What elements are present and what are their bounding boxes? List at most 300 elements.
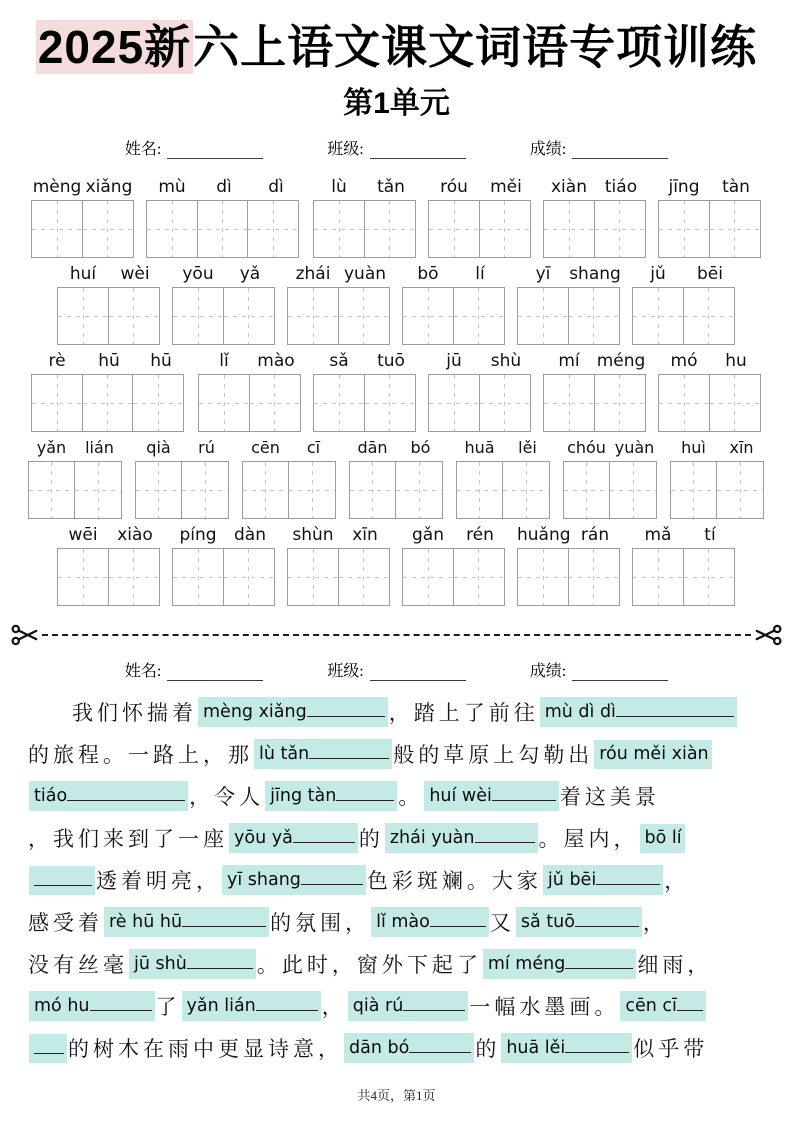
pinyin-syllable: cī <box>306 438 321 457</box>
blank-underline <box>307 700 385 718</box>
pinyin-syllable: cēn <box>251 438 280 457</box>
pinyin-grid-row <box>0 349 793 432</box>
info-blank-line <box>370 142 466 159</box>
tianzige-cell <box>456 461 504 519</box>
pinyin-syllable: huā <box>464 438 495 457</box>
tianzige-cells <box>402 548 506 606</box>
pinyin-labels <box>28 436 124 461</box>
info-field <box>125 136 263 159</box>
tianzige-cell <box>609 461 657 519</box>
passage-text: 。屋内， <box>538 827 639 851</box>
pinyin-blank <box>104 907 269 938</box>
pinyin-blank <box>348 991 469 1022</box>
tianzige-cell <box>198 374 250 432</box>
tianzige-cell <box>82 200 134 258</box>
pinyin-blank <box>620 991 706 1022</box>
pinyin-syllable: sǎ <box>329 351 349 371</box>
blank-pinyin: dān bó <box>349 1038 410 1059</box>
blank-pinyin: lù tǎn <box>259 744 310 765</box>
pinyin-labels <box>172 262 276 287</box>
pinyin-labels <box>198 349 302 374</box>
pinyin-labels <box>670 436 766 461</box>
title-highlight: 2025新 <box>37 21 192 73</box>
pinyin-blank <box>29 781 188 812</box>
pinyin-syllable: rén <box>466 525 494 545</box>
info-field-label: 班级: <box>327 141 364 158</box>
word-group <box>632 523 736 606</box>
pinyin-blank <box>129 949 256 980</box>
info-field-label: 成绩: <box>529 141 567 158</box>
tianzige-cell <box>563 461 611 519</box>
pinyin-syllable: yǎ <box>239 264 261 284</box>
pinyin-labels <box>57 523 161 548</box>
tianzige-cell <box>197 200 249 258</box>
page-title <box>0 20 793 74</box>
pinyin-blank <box>640 824 685 853</box>
tianzige-cell <box>543 374 595 432</box>
blank-underline <box>336 784 394 802</box>
tianzige-cells <box>31 374 187 432</box>
passage-text: 一幅水墨画。 <box>469 995 620 1019</box>
info-field <box>125 658 263 681</box>
blank-pinyin: lǐ mào <box>376 912 430 933</box>
tianzige-cells <box>563 461 659 519</box>
tianzige-cells <box>670 461 766 519</box>
word-group <box>31 349 187 432</box>
pinyin-blank <box>229 823 358 854</box>
tianzige-cell <box>132 374 184 432</box>
tianzige-cells <box>543 200 647 258</box>
pinyin-labels <box>242 436 338 461</box>
passage-text: 的旅程。一路上，那 <box>28 743 253 767</box>
blank-underline <box>293 826 355 844</box>
tianzige-cells <box>28 461 124 519</box>
passage-text: 似乎带 <box>633 1037 709 1061</box>
tianzige-cell <box>249 374 301 432</box>
passage-text: 。此时，窗外下起了 <box>256 953 482 977</box>
word-group <box>198 349 302 432</box>
pinyin-labels <box>428 349 532 374</box>
tianzige-cell <box>172 548 224 606</box>
info-row-top <box>0 136 793 159</box>
passage-text: 般的草原上勾勒出 <box>393 743 594 767</box>
passage-text: 的氛围， <box>270 911 371 935</box>
pinyin-syllable: lǐ <box>219 351 229 371</box>
pinyin-syllable: xīn <box>352 525 378 545</box>
pinyin-syllable: hū <box>150 351 172 371</box>
tianzige-cells <box>517 548 621 606</box>
blank-pinyin: mí méng <box>487 954 566 975</box>
passage-line <box>28 943 765 985</box>
word-group <box>172 262 276 345</box>
tianzige-cells <box>456 461 552 519</box>
pinyin-syllable: shùn <box>292 525 334 545</box>
info-field <box>327 136 465 159</box>
pinyin-syllable: jū <box>446 351 462 371</box>
unit-subtitle: 第1单元 <box>343 87 450 120</box>
pinyin-labels <box>543 175 647 200</box>
pinyin-blank <box>371 907 489 938</box>
blank-pinyin: róu měi xiàn <box>599 743 709 764</box>
blank-pinyin: jīng tàn <box>270 786 337 807</box>
passage-text: 色彩斑斓。大家 <box>366 869 542 893</box>
pinyin-syllable: mí <box>558 351 580 371</box>
pinyin-blank <box>385 823 538 854</box>
pinyin-syllable: lí <box>475 264 485 284</box>
title-rest: 六上语文课文词语专项训练 <box>193 21 758 73</box>
tianzige-cell <box>146 200 198 258</box>
pinyin-syllable: bō <box>417 264 439 284</box>
pinyin-labels <box>313 175 417 200</box>
passage-text: 的树木在雨中更显诗意， <box>68 1037 343 1061</box>
blank-underline <box>409 1036 471 1054</box>
tianzige-cell <box>568 287 620 345</box>
blank-pinyin: yī shang <box>227 870 301 891</box>
blank-underline <box>596 868 660 886</box>
pinyin-syllable: tí <box>704 525 716 545</box>
blank-underline <box>565 1036 629 1054</box>
blank-underline <box>616 700 734 718</box>
cut-dashed-line <box>42 634 751 636</box>
tianzige-cell <box>568 548 620 606</box>
blank-underline <box>575 910 639 928</box>
word-group <box>349 436 445 519</box>
blank-underline <box>34 869 92 887</box>
cut-line <box>10 620 783 650</box>
passage-line <box>28 1027 765 1069</box>
info-blank-line <box>167 664 263 681</box>
word-group <box>428 175 532 258</box>
tianzige-cell <box>479 200 531 258</box>
info-field-label: 成绩: <box>529 663 567 680</box>
tianzige-cell <box>247 200 299 258</box>
tianzige-cells <box>172 287 276 345</box>
pinyin-labels <box>658 175 762 200</box>
tianzige-cell <box>479 374 531 432</box>
pinyin-blank <box>344 1033 474 1064</box>
tianzige-cell <box>287 287 339 345</box>
passage-text: ，踏上了前往 <box>388 701 539 725</box>
tianzige-cells <box>543 374 647 432</box>
word-group <box>456 436 552 519</box>
blank-underline <box>565 952 633 970</box>
blank-pinyin: huí wèi <box>429 786 492 807</box>
word-group <box>658 175 762 258</box>
passage-text: ，我们来到了一座 <box>28 827 228 851</box>
pinyin-syllable: wēi <box>68 525 98 545</box>
blank-underline <box>677 994 703 1012</box>
tianzige-cells <box>517 287 621 345</box>
pinyin-syllable: xīn <box>729 438 754 457</box>
pinyin-syllable: jǔ <box>650 264 666 284</box>
passage-line <box>28 691 765 733</box>
pinyin-syllable: mó <box>670 351 698 371</box>
word-group <box>670 436 766 519</box>
word-group <box>31 175 135 258</box>
pinyin-syllable: yī <box>535 264 551 284</box>
blank-pinyin: zhái yuàn <box>389 828 475 849</box>
pinyin-syllable: chóu <box>567 438 606 457</box>
blank-underline <box>475 826 535 844</box>
word-group <box>402 262 506 345</box>
tianzige-cell <box>453 548 505 606</box>
info-field <box>327 658 465 681</box>
pinyin-syllable: huì <box>681 438 706 457</box>
pinyin-syllable: lián <box>85 438 114 457</box>
pinyin-syllable: rú <box>198 438 215 457</box>
blank-pinyin: qià rú <box>352 996 404 1017</box>
tianzige-cell <box>502 461 550 519</box>
tianzige-cell <box>364 374 416 432</box>
tianzige-cell <box>670 461 718 519</box>
passage-line <box>28 985 765 1027</box>
pinyin-labels <box>349 436 445 461</box>
blank-pinyin: sǎ tuō <box>520 912 575 933</box>
blank-pinyin: tiáo <box>34 786 68 807</box>
word-group <box>172 523 276 606</box>
pinyin-blank <box>424 781 559 812</box>
blank-underline <box>90 994 152 1012</box>
passage-text: 感受着 <box>28 911 103 935</box>
pinyin-labels <box>517 262 621 287</box>
pinyin-syllable: shang <box>569 264 621 284</box>
tianzige-cell <box>172 287 224 345</box>
info-field-label: 姓名: <box>124 141 162 158</box>
info-field <box>530 658 668 681</box>
tianzige-cell <box>74 461 122 519</box>
word-group <box>563 436 659 519</box>
pinyin-syllable: lěi <box>518 438 537 457</box>
tianzige-cells <box>31 200 135 258</box>
tianzige-cells <box>57 287 161 345</box>
pinyin-syllable: hū <box>98 351 120 371</box>
pinyin-syllable: yōu <box>182 264 214 284</box>
passage-text: 的 <box>358 827 384 851</box>
pinyin-labels <box>287 523 391 548</box>
pinyin-labels <box>313 349 417 374</box>
scissors-icon-left <box>10 620 40 650</box>
pinyin-blank <box>29 991 155 1022</box>
pinyin-syllable: wèi <box>120 264 150 284</box>
pinyin-blank <box>182 991 321 1022</box>
tianzige-cells <box>658 200 762 258</box>
tianzige-cells <box>287 287 391 345</box>
tianzige-cell <box>287 548 339 606</box>
page-footer: 共4页，第1页 <box>357 1088 436 1103</box>
pinyin-syllable: dān <box>357 438 388 457</box>
tianzige-cell <box>453 287 505 345</box>
pinyin-blank <box>29 1034 67 1063</box>
tianzige-cells <box>349 461 445 519</box>
blank-underline <box>301 868 363 886</box>
passage-line <box>28 817 765 859</box>
blank-pinyin: mèng xiǎng <box>203 702 307 723</box>
tianzige-cell <box>242 461 290 519</box>
pinyin-syllable: xiǎng <box>85 177 133 197</box>
blank-pinyin: bō lí <box>644 827 682 848</box>
pinyin-syllable: rè <box>48 351 66 371</box>
tianzige-cells <box>198 374 302 432</box>
passage-text: ， <box>321 995 347 1019</box>
pinyin-blank <box>222 865 366 896</box>
scissors-icon-right <box>753 620 783 650</box>
pinyin-grid-row <box>0 175 793 258</box>
tianzige-cells <box>313 374 417 432</box>
word-group <box>517 262 621 345</box>
word-group <box>28 436 124 519</box>
word-group <box>543 175 647 258</box>
tianzige-cell <box>28 461 76 519</box>
tianzige-cell <box>313 200 365 258</box>
tianzige-cells <box>313 200 417 258</box>
passage-text: ，令人 <box>189 785 265 809</box>
blank-underline <box>187 952 253 970</box>
tianzige-cell <box>313 374 365 432</box>
blank-pinyin: jǔ bēi <box>547 870 597 891</box>
pinyin-syllable: dàn <box>234 525 266 545</box>
blank-pinyin: yǎn lián <box>186 996 256 1017</box>
word-group <box>402 523 506 606</box>
pinyin-blank <box>516 907 642 938</box>
tianzige-cells <box>172 548 276 606</box>
pinyin-syllable: yuàn <box>614 438 655 457</box>
pinyin-syllable: gǎn <box>412 525 444 545</box>
tianzige-cell <box>364 200 416 258</box>
tianzige-cell <box>428 200 480 258</box>
tianzige-cells <box>658 374 762 432</box>
passage-text: 的 <box>475 1037 501 1061</box>
tianzige-cell <box>428 374 480 432</box>
pinyin-labels <box>543 349 647 374</box>
pinyin-syllable: zhái <box>295 264 331 284</box>
pinyin-grid-row <box>0 523 793 606</box>
tianzige-cell <box>594 374 646 432</box>
tianzige-cell <box>632 548 684 606</box>
cloze-passage <box>28 691 765 1069</box>
tianzige-cell <box>402 287 454 345</box>
pinyin-blank <box>501 1033 632 1064</box>
passage-line <box>28 859 765 901</box>
tianzige-cell <box>517 548 569 606</box>
info-row-bottom <box>0 658 793 681</box>
pinyin-syllable: mào <box>257 351 295 371</box>
tianzige-cell <box>709 374 761 432</box>
pinyin-blank <box>29 866 95 895</box>
pinyin-syllable: qià <box>146 438 171 457</box>
word-group <box>135 436 231 519</box>
pinyin-syllable: mǎ <box>644 525 672 545</box>
blank-underline <box>403 994 465 1012</box>
pinyin-labels <box>135 436 231 461</box>
tianzige-cell <box>683 548 735 606</box>
pinyin-labels <box>287 262 391 287</box>
word-group <box>57 262 161 345</box>
pinyin-blank <box>254 739 392 770</box>
tianzige-cells <box>428 200 532 258</box>
pinyin-syllable: dì <box>216 177 232 197</box>
word-group <box>543 349 647 432</box>
tianzige-cell <box>82 374 134 432</box>
passage-line <box>28 733 765 775</box>
blank-pinyin: cēn cī <box>625 996 677 1017</box>
tianzige-cells <box>242 461 338 519</box>
pinyin-labels <box>632 262 736 287</box>
blank-pinyin: rè hū hū <box>109 912 183 933</box>
info-field-label: 姓名: <box>124 663 162 680</box>
info-blank-line <box>370 664 466 681</box>
passage-text: 。 <box>398 785 424 809</box>
pinyin-syllable: yuàn <box>343 264 387 284</box>
pinyin-labels <box>428 175 532 200</box>
word-group <box>146 175 302 258</box>
pinyin-blank <box>540 697 737 728</box>
blank-underline <box>67 784 185 802</box>
tianzige-cell <box>632 287 684 345</box>
pinyin-syllable: hu <box>725 351 747 371</box>
passage-text: 又 <box>489 911 515 935</box>
tianzige-cell <box>108 287 160 345</box>
tianzige-cell <box>349 461 397 519</box>
blank-pinyin: yōu yǎ <box>234 828 293 849</box>
tianzige-cells <box>57 548 161 606</box>
tianzige-cell <box>57 548 109 606</box>
word-group <box>313 175 417 258</box>
pinyin-blank <box>265 781 397 812</box>
pinyin-blank <box>483 949 637 980</box>
blank-underline <box>430 910 486 928</box>
pinyin-blank <box>543 865 663 896</box>
tianzige-cell <box>108 548 160 606</box>
info-blank-line <box>572 664 668 681</box>
tianzige-cell <box>402 548 454 606</box>
pinyin-syllable: bēi <box>697 264 723 284</box>
pinyin-syllable: yǎn <box>36 438 67 457</box>
word-group <box>57 523 161 606</box>
pinyin-syllable: shù <box>490 351 522 371</box>
passage-text: 没有丝毫 <box>28 953 128 977</box>
passage-text: ， <box>642 911 668 935</box>
pinyin-syllable: xiào <box>117 525 153 545</box>
pinyin-syllable: xiàn <box>551 177 587 197</box>
tianzige-cell <box>395 461 443 519</box>
pinyin-syllable: lù <box>331 177 347 197</box>
pinyin-syllable: bó <box>410 438 431 457</box>
pinyin-syllable: méng <box>596 351 646 371</box>
pinyin-grid-area <box>0 175 793 606</box>
pinyin-syllable: měi <box>490 177 522 197</box>
pinyin-labels <box>456 436 552 461</box>
pinyin-syllable: róu <box>440 177 468 197</box>
word-group <box>287 262 391 345</box>
passage-text: 了 <box>155 995 181 1019</box>
tianzige-cells <box>632 287 736 345</box>
passage-line <box>28 775 765 817</box>
blank-underline <box>182 910 266 928</box>
blank-pinyin: mù dì dì <box>544 702 616 723</box>
pinyin-syllable: huǎng <box>517 525 571 545</box>
tianzige-cell <box>288 461 336 519</box>
pinyin-labels <box>563 436 659 461</box>
passage-text: 我们怀揣着 <box>72 701 197 725</box>
word-group <box>287 523 391 606</box>
passage-line <box>28 901 765 943</box>
pinyin-grid-row <box>0 262 793 345</box>
pinyin-labels <box>172 523 276 548</box>
pinyin-labels <box>517 523 621 548</box>
tianzige-cell <box>135 461 183 519</box>
passage-text: 细雨， <box>637 953 713 977</box>
pinyin-syllable: tǎn <box>377 177 405 197</box>
